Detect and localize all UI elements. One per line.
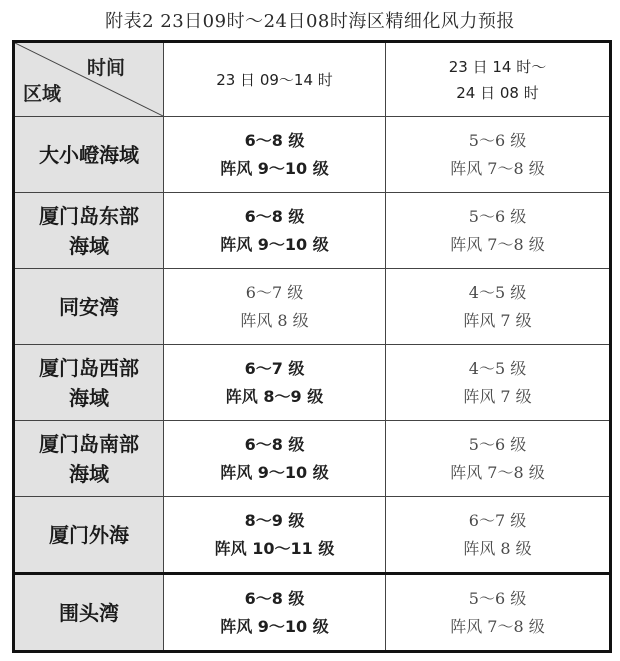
region-cell: [14, 345, 164, 421]
region-name-line1: 厦门岛南部: [39, 431, 139, 456]
region-name-line2: 海域: [69, 385, 109, 410]
period2-gust: 阵风 7～8 级: [450, 462, 545, 482]
period2-label-line1: 23 日 14 时～: [448, 57, 547, 76]
table-row: [14, 497, 611, 574]
region-name-line1: 厦门岛西部: [39, 355, 139, 380]
region-name-line2: 海域: [69, 461, 109, 486]
period2-value-cell: [386, 574, 611, 652]
period1-gust: 阵风 9～10 级: [220, 234, 329, 254]
period1-header: [164, 42, 386, 117]
period1-gust: 阵风 8 级: [240, 310, 309, 330]
period2-value-cell: [386, 497, 611, 574]
table-row: [14, 421, 611, 497]
period2-value-cell: [386, 193, 611, 269]
period2-value-cell: [386, 117, 611, 193]
period1-label: 23 日 09～14 时: [216, 70, 333, 89]
period2-value-cell: [386, 421, 611, 497]
region-cell: [14, 193, 164, 269]
period2-gust: 阵风 7 级: [463, 386, 532, 406]
corner-region-label: 区域: [23, 83, 62, 105]
period2-value-cell: [386, 269, 611, 345]
region-name-line1: 同安湾: [59, 294, 119, 319]
region-name-line1: 厦门外海: [49, 522, 129, 547]
period1-wind: 6～7 级: [244, 358, 305, 378]
period1-wind: 6～8 级: [244, 130, 305, 150]
period1-wind: 6～8 级: [244, 588, 305, 608]
header-row: [14, 42, 611, 117]
corner-header-cell: [14, 42, 164, 117]
period2-wind: 4～5 级: [468, 282, 527, 302]
region-cell: [14, 269, 164, 345]
region-name-line1: 厦门岛东部: [39, 203, 139, 228]
table-row: [14, 574, 611, 652]
period1-gust: 阵风 9～10 级: [220, 616, 329, 636]
period2-value-cell: [386, 345, 611, 421]
table-row: [14, 345, 611, 421]
region-cell: [14, 117, 164, 193]
period2-wind: 4～5 级: [468, 358, 527, 378]
period1-value-cell: [164, 421, 386, 497]
table-caption: 附表2 23日09时～24日08时海区精细化风力预报: [105, 11, 515, 32]
region-name-line1: 围头湾: [59, 600, 119, 625]
wind-forecast-table: [12, 40, 612, 653]
period1-value-cell: [164, 193, 386, 269]
region-cell: [14, 497, 164, 574]
period2-gust: 阵风 7～8 级: [450, 158, 545, 178]
period1-value-cell: [164, 117, 386, 193]
period1-value-cell: [164, 345, 386, 421]
period1-gust: 阵风 8～9 级: [225, 386, 324, 406]
period1-wind: 6～7 级: [245, 282, 304, 302]
period2-gust: 阵风 7 级: [463, 310, 532, 330]
region-cell: [14, 574, 164, 652]
region-cell: [14, 421, 164, 497]
period1-wind: 6～8 级: [244, 206, 305, 226]
period2-wind: 5～6 级: [468, 434, 527, 454]
period2-wind: 6～7 级: [468, 510, 527, 530]
period2-gust: 阵风 7～8 级: [450, 234, 545, 254]
period1-value-cell: [164, 269, 386, 345]
period1-gust: 阵风 10～11 级: [214, 538, 335, 558]
period1-wind: 6～8 级: [244, 434, 305, 454]
period1-value-cell: [164, 574, 386, 652]
period1-gust: 阵风 9～10 级: [220, 158, 329, 178]
period2-wind: 5～6 级: [468, 588, 527, 608]
table-row: [14, 117, 611, 193]
period2-header: [386, 42, 611, 117]
region-name-line2: 海域: [69, 233, 109, 258]
period1-wind: 8～9 级: [244, 510, 305, 530]
period2-label-line2: 24 日 08 时: [456, 83, 539, 102]
period2-gust: 阵风 7～8 级: [450, 616, 545, 636]
period2-wind: 5～6 级: [468, 130, 527, 150]
period2-gust: 阵风 8 级: [463, 538, 532, 558]
period2-wind: 5～6 级: [468, 206, 527, 226]
table-row: [14, 269, 611, 345]
period1-gust: 阵风 9～10 级: [220, 462, 329, 482]
table-row: [14, 193, 611, 269]
region-name-line1: 大小嶝海域: [39, 142, 139, 167]
corner-time-label: 时间: [86, 57, 125, 79]
period1-value-cell: [164, 497, 386, 574]
